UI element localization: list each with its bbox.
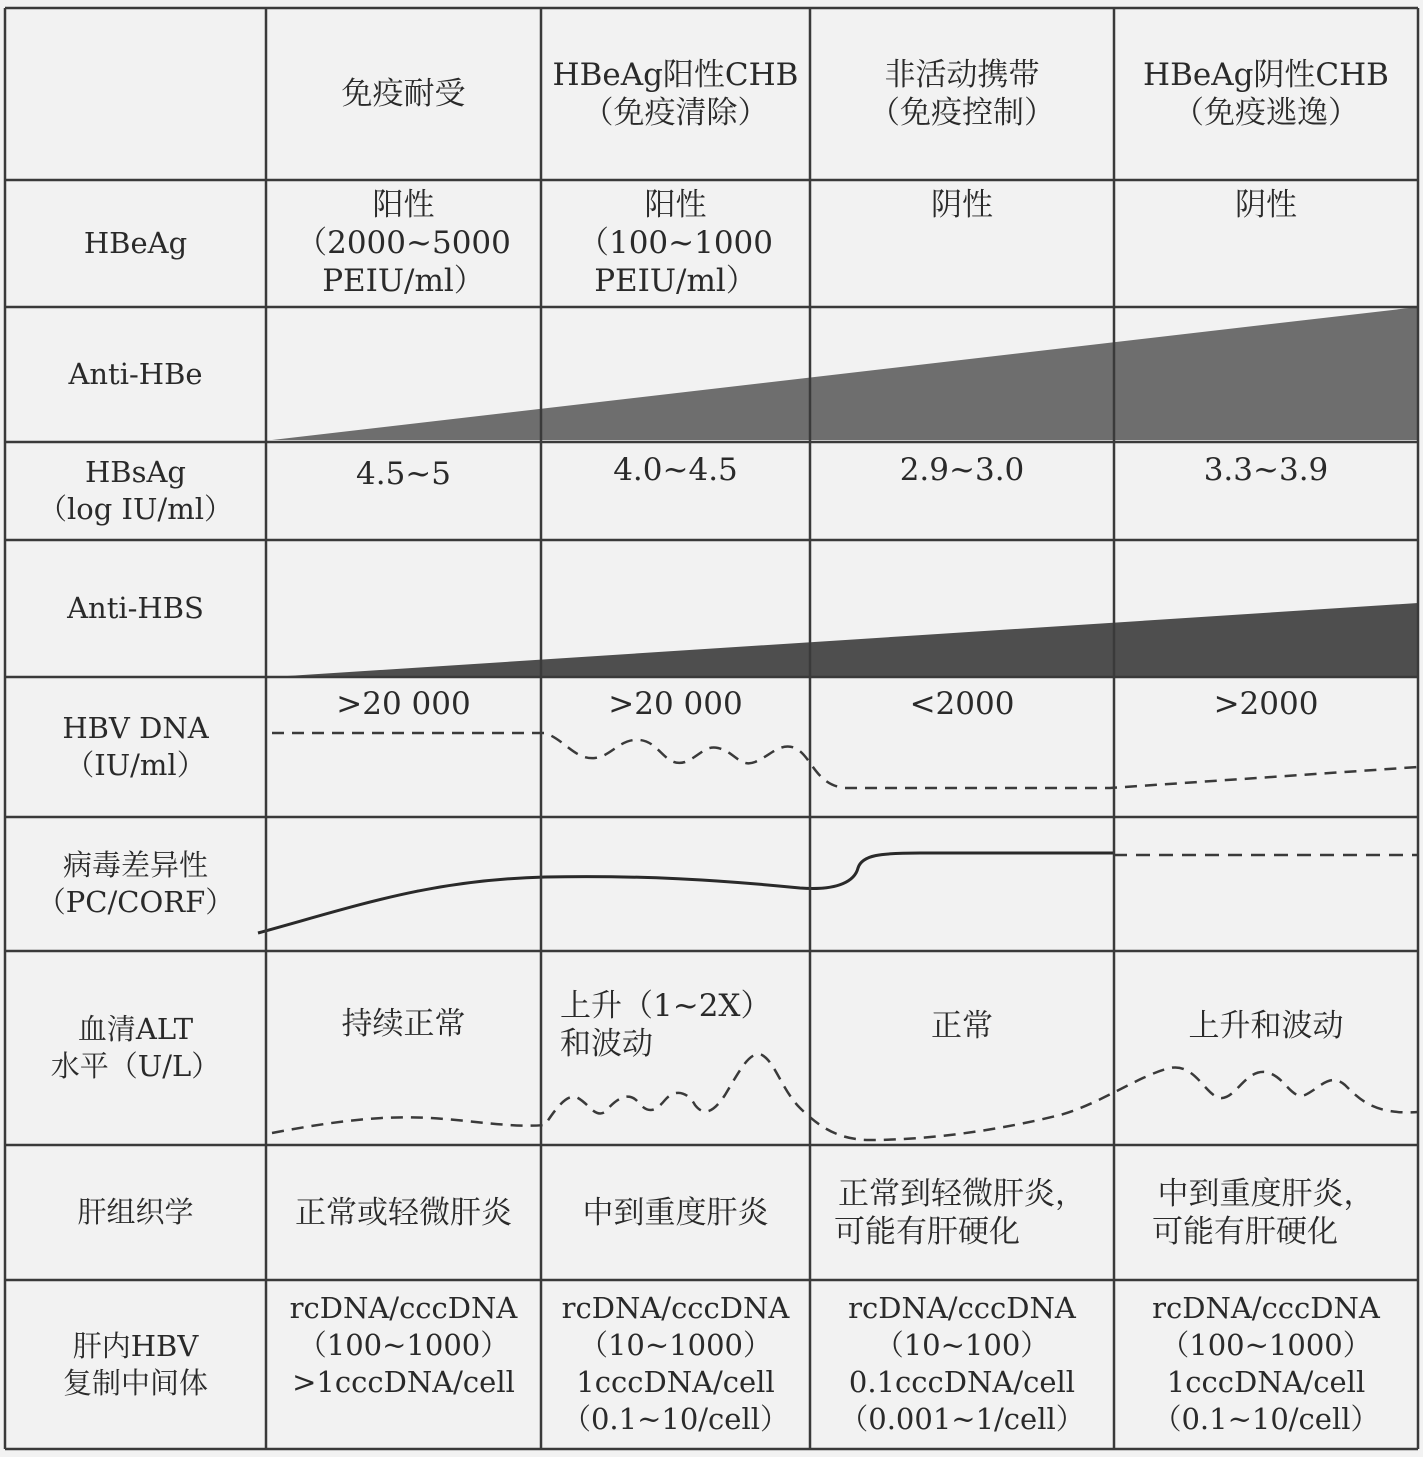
row-label-anti-hbe (5, 307, 266, 442)
cell-line: rcDNA/cccDNA (1152, 1291, 1380, 1325)
cell-line: 中到重度肝炎， (1157, 1175, 1375, 1212)
column-header-line: 非活动携带 (884, 57, 1040, 93)
cell-line: rcDNA/cccDNA (289, 1291, 518, 1325)
hbv-dna-cell (1114, 685, 1418, 735)
cell-line: 4.0~4.5 (613, 452, 738, 488)
row-label-line: 肝内HBV (72, 1328, 199, 1363)
header-corner-cell (5, 8, 266, 180)
cell-line: 3.3~3.9 (1203, 452, 1329, 488)
row-label-line: 复制中间体 (62, 1365, 208, 1400)
alt-cell (1114, 1007, 1418, 1067)
row-label-line: 肝组织学 (77, 1195, 194, 1229)
cell-line: 1cccDNA/cell (576, 1365, 775, 1399)
cell-line: >2000 (1213, 686, 1319, 722)
column-header-line: （免疫逃逸） (1173, 95, 1359, 131)
histology-cell (541, 1145, 810, 1280)
column-header-hbeag-positive-chb (541, 8, 810, 180)
hbsag-cell (541, 451, 810, 531)
row-label-hbeag (5, 180, 266, 307)
cell-line: （10~1000） (578, 1328, 772, 1362)
cell-line: 1cccDNA/cell (1166, 1365, 1366, 1399)
hbv-dna-cell (541, 685, 810, 735)
hbeag-cell (541, 186, 810, 307)
row-label-histology (5, 1145, 266, 1280)
anti-hbs-wedge (272, 603, 1418, 677)
row-label-line: 病毒差异性 (62, 848, 208, 882)
row-label-anti-hbs (5, 540, 266, 677)
cell-line: （2000~5000 (296, 225, 511, 261)
row-label-line: （log IU/ml） (38, 492, 233, 526)
cell-line: 可能有肝硬化 (834, 1213, 1020, 1250)
viral-diff-solid-line (258, 853, 1113, 933)
hbeag-cell (810, 186, 1114, 307)
row-label-line: 血清ALT (77, 1012, 194, 1046)
cell-line: 可能有肝硬化 (1152, 1213, 1338, 1250)
column-header-inactive-carrier (810, 8, 1114, 180)
hbeag-cell (1114, 186, 1418, 307)
column-header-hbeag-negative-chb (1114, 8, 1418, 180)
hbv-dna-cell (810, 685, 1114, 735)
cell-line: （0.1~10/cell） (1152, 1402, 1380, 1436)
column-header-line: HBeAg阳性CHB (552, 57, 799, 93)
row-label-hbsag (5, 442, 266, 540)
cell-line: 阳性 (372, 187, 435, 223)
cell-line: （0.1~10/cell） (561, 1402, 790, 1436)
row-label-viral-difference (5, 817, 266, 951)
intermediates-cell (266, 1290, 541, 1445)
intermediates-cell (810, 1290, 1114, 1445)
cell-line: 中到重度肝炎 (582, 1194, 769, 1231)
column-header-line: （免疫控制） (869, 95, 1055, 131)
cell-line: 4.5~5 (356, 456, 451, 492)
row-label-line: HBsAg (85, 455, 186, 489)
cell-line: 正常 (931, 1008, 993, 1044)
hbsag-cell (1114, 451, 1418, 531)
cell-line: >20 000 (608, 686, 743, 722)
anti-hbe-wedge (272, 307, 1418, 440)
column-header-line: 免疫耐受 (341, 76, 466, 112)
cell-line: （0.001~1/cell） (839, 1402, 1085, 1436)
alt-cell (810, 1007, 1114, 1067)
row-label-line: Anti-HBS (67, 591, 204, 625)
hbv-dna-trend-line (272, 733, 1418, 788)
intermediates-cell (1114, 1290, 1418, 1445)
row-label-line: Anti-HBe (68, 357, 203, 391)
row-label-line: HBeAg (83, 226, 188, 260)
cell-line: 上升（1~2X） (560, 988, 772, 1024)
hbv-dna-cell (266, 685, 541, 735)
hbsag-cell (810, 451, 1114, 531)
cell-line: 阳性 (644, 187, 707, 223)
row-label-alt (5, 951, 266, 1145)
histology-cell (810, 1145, 1114, 1280)
cell-line: （100~1000） (297, 1328, 510, 1362)
cell-line: PEIU/ml） (594, 263, 757, 299)
cell-line: rcDNA/cccDNA (848, 1291, 1076, 1325)
row-label-line: （IU/ml） (65, 748, 206, 782)
cell-line: 正常到轻微肝炎， (838, 1175, 1086, 1212)
cell-line: 和波动 (560, 1026, 653, 1062)
cell-line: >1cccDNA/cell (292, 1365, 515, 1399)
cell-line: rcDNA/cccDNA (561, 1291, 790, 1325)
column-header-immune-tolerant (266, 8, 541, 180)
column-header-line: HBeAg阴性CHB (1143, 57, 1389, 93)
alt-cell (266, 1005, 541, 1065)
intermediates-cell (541, 1290, 810, 1445)
cell-line: （100~1000） (1160, 1328, 1372, 1362)
row-label-intrahepatic-hbv (5, 1280, 266, 1449)
cell-line: （100~1000 (577, 225, 774, 261)
cell-line: 阴性 (931, 187, 993, 223)
cell-line: <2000 (909, 686, 1015, 722)
column-header-line: （免疫清除） (582, 95, 769, 131)
cell-line: 正常或轻微肝炎 (295, 1194, 512, 1231)
cell-line: 阴性 (1235, 187, 1297, 223)
histology-cell (1114, 1145, 1418, 1280)
hbsag-cell (266, 455, 541, 535)
cell-line: 上升和波动 (1188, 1008, 1344, 1044)
cell-line: >20 000 (336, 686, 471, 722)
alt-cell (560, 987, 800, 1067)
hbeag-cell (266, 186, 541, 307)
cell-line: （10~100） (874, 1328, 1050, 1362)
alt-trend-line (272, 1054, 1418, 1140)
row-label-line: HBV DNA (62, 711, 209, 745)
cell-line: 0.1cccDNA/cell (848, 1365, 1076, 1399)
row-label-hbv-dna (5, 677, 266, 817)
cell-line: 持续正常 (341, 1006, 466, 1042)
row-label-line: 水平（U/L） (50, 1049, 221, 1083)
cell-line: 2.9~3.0 (899, 452, 1025, 488)
cell-line: PEIU/ml） (322, 263, 485, 299)
row-label-line: （PC/CORF） (36, 885, 235, 919)
histology-cell (266, 1145, 541, 1280)
